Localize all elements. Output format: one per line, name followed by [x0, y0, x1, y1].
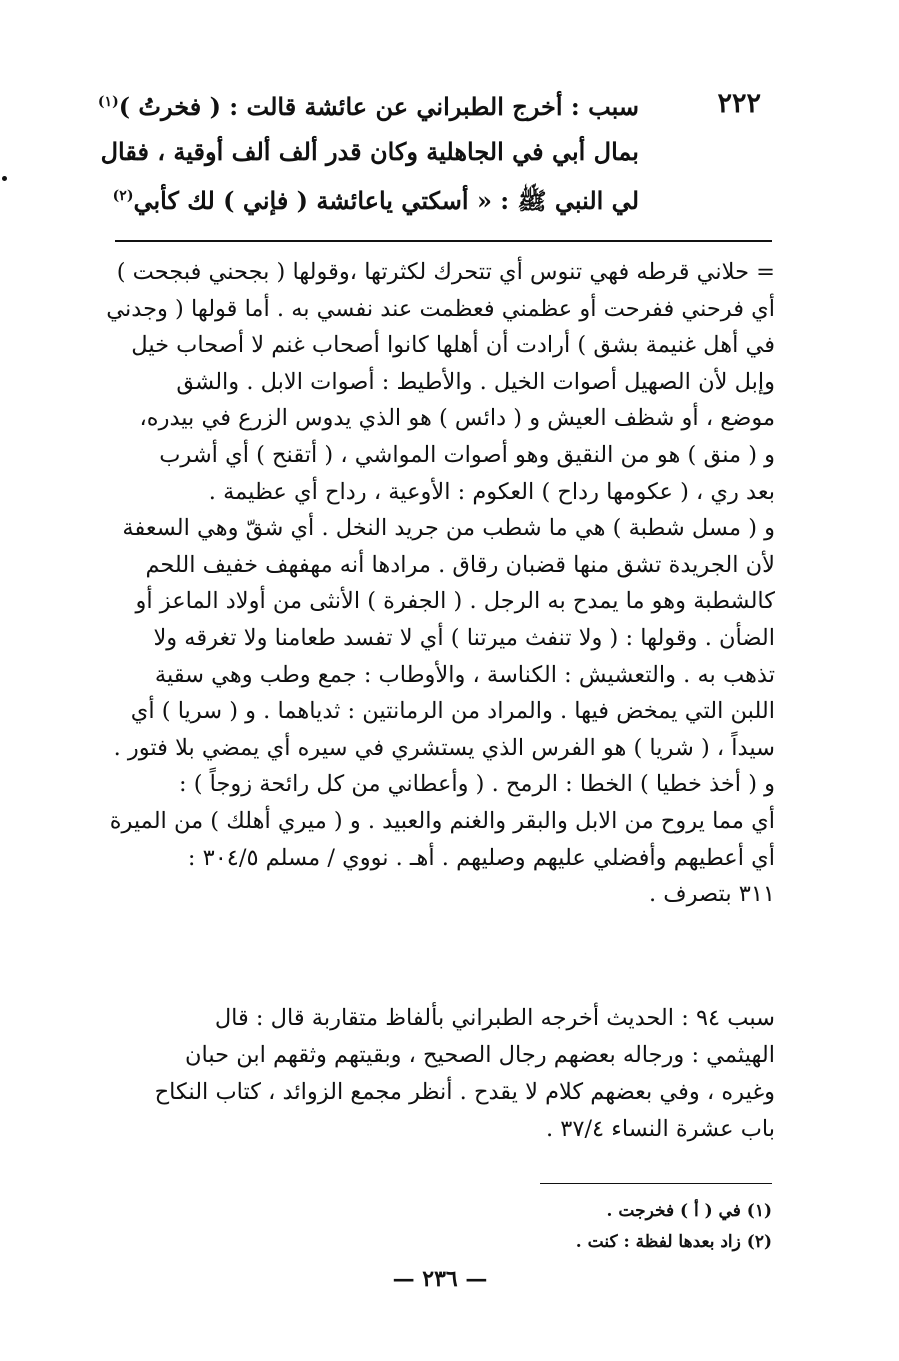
commentary-line: لأن الجريدة تشق منها قضبان رقاق . مرادها أنه مهفهف خفيف اللحم [145, 551, 775, 578]
footnote-1: (١) في ( أ ) فخرجت . [606, 1201, 772, 1221]
commentary-line: و ( مسل شطبة ) هي ما شطب من جريد النخل . أي شقّ وهي السعفة [122, 515, 775, 542]
main-hadith-text [97, 80, 639, 223]
commentary-line: ٣١١ بتصرف . [648, 881, 775, 908]
footnote-mark-2: (٢) [112, 188, 134, 204]
source-note-block [110, 1000, 775, 1148]
commentary-line: أي أعطيهم وأفضلي عليهم وصليهم . أهـ . نووي / مسلم ٣٠٤/٥ : [187, 844, 775, 871]
hadith-number: ٢٢٢ [717, 88, 761, 119]
footnote-2: (٢) زاد بعدها لفظة : كنت . [575, 1232, 772, 1252]
footnote-mark-1: (١) [97, 94, 119, 110]
source-note-line: وغيره ، وفي بعضهم كلام لا يقدح . أنظر مجمع الزوائد ، كتاب النكاح [154, 1079, 775, 1105]
commentary-line: تذهب به . والتعشيش : الكناسة ، والأوطاب : جمع وطب وهي سقية [154, 661, 775, 688]
commentary-line: كالشطبة وهو ما يمدح به الرجل . ( الجفرة ) الأنثى من أولاد الماعز أو [135, 588, 775, 615]
commentary-line: في أهل غنيمة بشق ) أرادت أن أهلها كانوا أصحاب غنم لا أصحاب خيل [131, 332, 775, 359]
commentary-block [106, 254, 775, 913]
commentary-line: موضع ، أو شظف العيش و ( دائس ) هو الذي يدوس الزرع في بيدره، [139, 405, 775, 432]
main-text-line: سبب : أخرج الطبراني عن عائشة قالت : ( فخرتُ )$^{(١)}$ [97, 92, 639, 121]
footnote-divider [540, 1183, 772, 1184]
commentary-line: وإبل لأن الصهيل أصوات الخيل . والأطيط : أصوات الابل . والشق [176, 368, 775, 395]
commentary-line: الضأن . وقولها : ( ولا تنفث ميرتنا ) أي لا تفسد طعامنا ولا تغرقه ولا [153, 624, 775, 651]
commentary-line: و ( أخذ خطيا ) الخطا : الرمح . ( وأعطاني من كل رائحة زوجاً ) : [178, 771, 775, 798]
commentary-line: بعد ري ، ( عكومها رداح ) العكوم : الأوعية ، رداح أي عظيمة . [208, 478, 775, 505]
commentary-line: اللبن التي يمخض فيها . والمراد من الرمانتين : ثدياهما . و ( سريا ) أي [130, 698, 775, 725]
source-note-line: الهيثمي : ورجاله بعضهم رجال الصحيح ، وبقيتهم وثقهم ابن حبان [184, 1042, 775, 1068]
margin-dot [2, 176, 7, 181]
source-note-line: سبب ٩٤ : الحديث أخرجه الطبراني بألفاظ متقاربة قال : قال [214, 1005, 775, 1031]
commentary-line: أي مما يروح من الابل والبقر والغنم والعبيد . و ( ميري أهلك ) من الميرة [109, 807, 775, 834]
main-text-line: بمال أبي في الجاهلية وكان قدر ألف ألف أوقية ، فقال [100, 137, 639, 166]
page-number: — ٢٣٦ — [392, 1266, 488, 1292]
footnotes [472, 1196, 772, 1258]
commentary-line: = حلاني قرطه فهي تنوس أي تتحرك لكثرتها ،وقولها ( بجحني فبجحت ) [116, 259, 775, 285]
commentary-line: سيداً ، ( شريا ) هو الفرس الذي يستشري في سيره أي يمضي بلا فتور . [113, 734, 775, 761]
commentary-line: و ( منق ) هو من النقيق وهو أصوات المواشي ، ( أتقنح ) أي أشرب [159, 441, 775, 468]
main-text-line: لي النبي ﷺ : « أسكتي ياعائشة ( فإني ) لك كأبي$^{(٢)}$ [112, 186, 639, 215]
commentary-line: أي فرحني ففرحت أو عظمني فعظمت عند نفسي به . أما قولها ( وجدني [106, 295, 775, 322]
source-note-line: باب عشرة النساء ٣٧/٤ . [545, 1116, 775, 1142]
main-text-divider [115, 240, 772, 242]
